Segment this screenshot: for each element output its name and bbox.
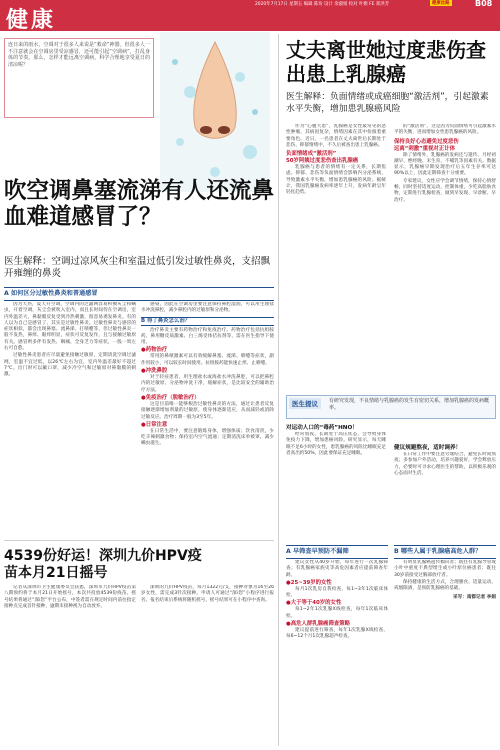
bullet1: ●25~39岁的女性 [286, 579, 332, 586]
paragraph: 除了情绪外，乳腺癌的发病还与遗传、月经初潮早、绝经晚、未生育、不哺乳等因素有关。数据显示，乳腺癌早期发现治疗后五年生存率可达90%以上，因此定期筛查十分重要。 [394, 152, 496, 177]
article3-col4 [394, 560, 496, 746]
article3-col1 [286, 124, 386, 389]
section-title: 健康 [6, 8, 57, 33]
paragraph: 治疗鼻炎主要有药物治疗和免疫治疗。药物治疗包括抗组胺药、鼻用糖皮质激素、白三烯受体拮抗剂等，需在医生指导下使用。 [141, 327, 274, 346]
intro-text: 连日来的雨水，空调对于很多人来说是“救命”神器。但很多人一不注意就会在空调房里受凉感冒，还可能引起“空调病”，打乱身体的节奏。那么，怎样才能远离空调病，科学合理地享受夏日的清凉呢？ [8, 42, 150, 69]
article1-headline: 吹空调鼻塞流涕有人还流鼻血难道感冒了？ [4, 178, 275, 230]
rinse-head: ●冲洗鼻腔 [141, 368, 168, 375]
article3-headline: 丈夫离世她过度悲伤查出患上乳腺癌 [286, 38, 486, 86]
article3-col3 [286, 560, 388, 746]
paragraph: 乳腺癌与患者的情绪有一定关系，长期焦虑、抑郁、悲伤等负面情绪会影响内分泌系统，导致激素水平失衡，增加患乳腺癌的风险。据统计，我国乳腺癌发病率逐年上升，发病年龄呈年轻化趋势。 [286, 165, 386, 196]
paragraph: 建议提前进行筛查，每年1次乳腺X线检查，每6~12个月1次乳腺超声检查。 [286, 628, 388, 640]
paragraph: 专家建议，女性应学会调节情绪，保持心情舒畅，同时坚持适度运动，控制体重，少吃高脂肪食物，定期进行乳腺检查，做到早发现、早诊断、早治疗。 [394, 178, 496, 203]
paragraph: 每1~2年1次乳腺X线检查，每年1次临床体检。 [286, 607, 388, 619]
article3-sub2b: 远离“刺激”重视对正计体 [394, 145, 455, 152]
paragraph: 记者从深圳市卫生健康委员会获悉，深圳市九价HPV疫苗第八期预约将于本月21日开始摇号，本次共投放4539份疫苗。摇号结果将通过“深i您”平台公布，中签者需在规定时间内前往指定接种点完成首针接种，逾期未接种视为自动放弃。 [4, 585, 136, 609]
daily-head: ●日常注意 [141, 421, 168, 428]
article1-section-b: B 得了鼻炎怎么治？ [141, 317, 274, 326]
article3-section-a: A 早筛查早预防不漏筛 [286, 545, 388, 559]
issue-meta: 2020年7月17日 星期五 编辑 陈玢 设计 余淑娟 校对 叶姬 FE 郑洪芳 [255, 2, 390, 7]
bullet3: ●高危人群乳腺癌筛查策略 [286, 621, 351, 628]
paragraph: 经常熬夜、长期处于高压状态，会导致身体免疫力下降，增加患癌风险。研究显示，每天睡眠不足6小时的女性，患乳腺癌的风险比睡眠充足者高出约50%，因此要保证充足睡眠。 [286, 432, 386, 456]
paragraph: 的“激活剂”，这是因为负面情绪可引起激素水平的失衡，进而增加女性患乳腺癌的风险。 [394, 124, 496, 136]
reporter-byline: 采写：南都记者 李娟 [453, 595, 496, 601]
page-number: B08 [475, 0, 493, 8]
article2-col2 [141, 585, 274, 745]
article1-section-a: A 如何区分过敏性鼻炎和普通感冒 [4, 287, 274, 301]
paragraph: 对于轻症患者，用生理盐水或海盐水冲洗鼻腔，可以把鼻腔内的过敏原、分泌物冲洗干净，缓解症状，是比较安全的辅助治疗方法。 [141, 375, 274, 393]
article3-sub1b: 50岁阿姨过度悲伤查出乳腺癌 [286, 158, 359, 165]
article1-subtitle: 医生解释：空调过凉风灰尘和室温过低引发过敏性鼻炎，支招飘开雍缠的鼻炎 [4, 256, 271, 279]
paragraph: 过敏性鼻炎患者应尽量避免接触过敏原，定期清洗空调过滤网，室温不宜过低，以26℃左右为宜，室内外温差最好不超过7℃。出门时可以戴口罩，减少冷空气和过敏原对鼻黏膜的刺激。 [4, 353, 136, 378]
article2-col1 [4, 585, 136, 745]
paragraph: 在日常工作中要注意劳逸结合，避免长时间熬夜；多参加户外活动，培养兴趣爱好，学会释放压力，必要时可寻求心理医生的帮助，以积极乐观的心态面对生活。 [394, 452, 496, 476]
doctor-advice-box [286, 395, 496, 419]
article3-col2 [394, 124, 496, 389]
article3-subtitle: 医生解释：负面情绪或成癌细胞“激活剂”，引起激素水平失衡，增加患乳腺癌风险 [286, 92, 489, 114]
paragraph: 有明显乳腺癌遗传倾向者；既往有乳腺导管或小叶中重度不典型增生或小叶原位癌患者；既往30岁前接受过胸部放疗者。 [394, 560, 496, 578]
drug-head: ●药物治疗 [141, 347, 168, 354]
article3-sub2: 保持良好心态避免过度悲伤 [394, 138, 459, 145]
paragraph: 因为天热，夏天开空调，空调内的过滤网容易积攒灰尘和螨虫，开着空调，灰尘会被吹入室内。而且长时间待在空调房，室内外温差大，鼻黏膜反复受到冷热刺激，很容易诱发鼻炎。有的人以为自己是感冒了，其实是过敏性鼻炎。过敏性鼻炎与感冒的症状相似，都会出现鼻塞、流鼻涕、打喷嚏等，但过敏性鼻炎一般不发热，鼻痒、眼痒明显，症状可反复发作，且与接触过敏原有关。感冒则多伴有发热、咽痛、全身乏力等症状，一般一周左右可自愈。 [4, 302, 136, 352]
paragraph: 常用的鼻喷激素可以有效缓解鼻塞、流涕、喷嚏等症状，副作用较小，可以较长时间使用。抗组胺药能快速止痒、止喷嚏。 [141, 354, 274, 366]
section-badge: 健康丝路 [432, 1, 450, 6]
article3-q-text [286, 432, 386, 527]
article1-col2 [141, 302, 274, 532]
doctor-advice-label: 医生提议 [289, 398, 321, 409]
nose-illustration [160, 32, 270, 192]
bullet2: ●大于等于40岁的女性 [286, 600, 342, 607]
paragraph: 作为“心腹大患”，乳腺癌是女性最常见的恶性肿瘤，其病因复杂，情绪因素在其中扮演着重要角色。近日，一名患者在丈夫离世后长期处于悲伤、抑郁情绪中，不久后被查出患上乳腺癌。 [286, 124, 386, 148]
doctor-advice-quote: 有研究发现，不良情绪与乳腺癌的发生有密切关系，增加乳腺癌的发病概率。 [329, 398, 490, 411]
paragraph: 感染，因此在空调房里要注意保持鼻腔湿润，可以用生理盐水冲洗鼻腔，减少鼻腔内的过敏原和分泌物。 [141, 302, 274, 314]
article3-right-q-text [394, 452, 496, 527]
paragraph: 在日常生活中，要注意锻炼身体，增强体质；饮食清淡，少吃辛辣刺激食物；保持室内空气流通；定期清洗床单被罩，减少螨虫滋生。 [141, 428, 274, 447]
intro-box [4, 38, 154, 118]
paragraph: 建议女性从40岁开始，每年进行一次乳腺筛查；有乳腺癌家族史等高危因素者应提前筛查年龄。 [286, 560, 388, 578]
article2-headline: 4539份好运！深圳九价HPV疫苗本月21日摇号 [4, 548, 202, 581]
article3-section-b: B 哪些人属于乳腺癌高危人群？ [394, 545, 496, 559]
article3-q-head: 对运动人口的“毒药”HNO！ [286, 425, 358, 431]
paragraph: 深圳的九价HPV疫苗，每月1322元/支，接种对象为16至26岁女性，需完成3针次接种。申请人可通过“深i您”小程序进行报名。报名结束后系统将随机摇号，摇号结果可在小程序中查询。 [141, 585, 274, 603]
paragraph: 这是目前唯一能够根治过敏性鼻炎的方法，通过让患者反复接触逐渐增加剂量的过敏原，使身体逐渐适应，从而减轻或消除过敏反应。治疗周期一般为3至5年。 [141, 401, 274, 420]
page-header [0, 0, 500, 31]
article3-right-q: 健议规避熬夜，适时调养！ [394, 445, 462, 451]
paragraph: 每月1次乳房自我检查，每1~3年1次临床体检。 [286, 586, 388, 599]
article1-col1 [4, 302, 136, 532]
paragraph: 保持健康的生活方式，合理膳食、适量运动、戒烟限酒，是预防乳腺癌的基础。 [394, 579, 496, 592]
article3-sub1: 负面情绪成“激活剂” [286, 151, 337, 158]
immune-head: ●免疫治疗（脱敏治疗） [141, 394, 200, 401]
